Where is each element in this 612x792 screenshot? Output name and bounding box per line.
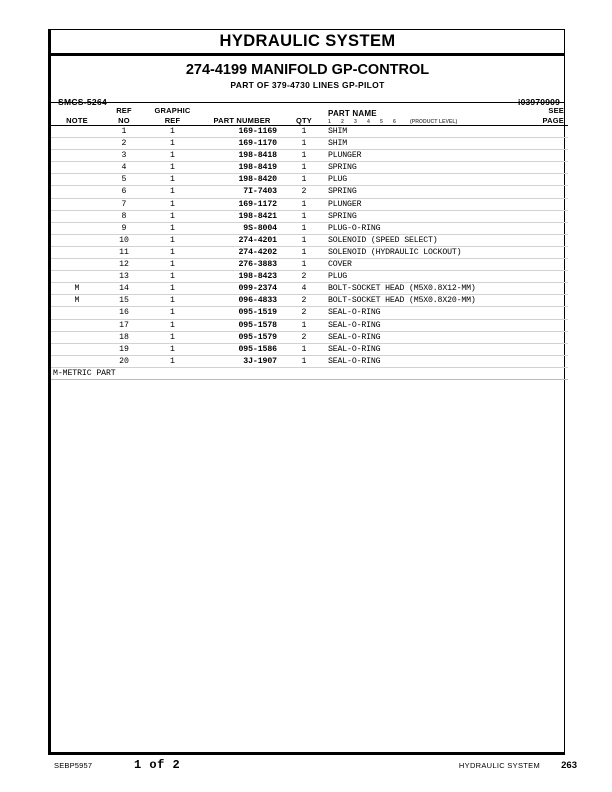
part-row-see-page	[528, 319, 568, 331]
part-row-part-number: 198-8420	[200, 174, 284, 186]
footer-page-number: 263	[561, 760, 577, 771]
part-row-graphic-ref: 1	[145, 138, 200, 150]
footer-page-of: 1 of 2	[134, 758, 181, 772]
part-row-see-page	[528, 271, 568, 283]
part-row-note	[51, 319, 103, 331]
part-row-note	[51, 210, 103, 222]
part-row-ref-no: 4	[103, 162, 145, 174]
part-row-graphic-ref: 1	[145, 126, 200, 138]
part-row-part-name: SHIM	[324, 138, 528, 150]
part-row-qty: 1	[284, 210, 324, 222]
part-row-part-number: 274-4202	[200, 246, 284, 258]
part-row-graphic-ref: 1	[145, 283, 200, 295]
product-level-scale	[328, 119, 528, 125]
product-level-2: 2	[341, 119, 344, 125]
table-row	[51, 126, 568, 138]
parts-table-container	[51, 102, 564, 380]
part-row-part-name: SOLENOID (HYDRAULIC LOCKOUT)	[324, 246, 528, 258]
part-row-qty: 1	[284, 138, 324, 150]
table-row	[51, 174, 568, 186]
table-row	[51, 150, 568, 162]
product-level-5: 5	[380, 119, 383, 125]
part-row-ref-no: 14	[103, 283, 145, 295]
table-row	[51, 210, 568, 222]
part-row-graphic-ref: 1	[145, 210, 200, 222]
part-row-qty: 2	[284, 271, 324, 283]
part-row-part-number: 169-1169	[200, 126, 284, 138]
part-row-see-page	[528, 343, 568, 355]
part-row-ref-no: 20	[103, 355, 145, 367]
part-row-ref-no: 13	[103, 271, 145, 283]
part-row-note: M	[51, 295, 103, 307]
table-row	[51, 307, 568, 319]
part-row-graphic-ref: 1	[145, 271, 200, 283]
table-row	[51, 319, 568, 331]
part-row-note	[51, 198, 103, 210]
column-header-see-page-line1: SEE	[548, 106, 564, 115]
part-row-see-page	[528, 198, 568, 210]
table-row	[51, 259, 568, 271]
part-row-graphic-ref: 1	[145, 355, 200, 367]
part-row-note	[51, 138, 103, 150]
part-row-ref-no: 12	[103, 259, 145, 271]
part-row-note	[51, 331, 103, 343]
table-row	[51, 234, 568, 246]
part-row-part-number: 276-3883	[200, 259, 284, 271]
page-footer	[0, 760, 612, 778]
table-row	[51, 162, 568, 174]
part-row-see-page	[528, 150, 568, 162]
metric-note-text: M-METRIC PART	[51, 367, 568, 379]
column-header-graphic-ref-line1: GRAPHIC	[154, 106, 191, 115]
column-header-part-number-label: PART NUMBER	[213, 115, 271, 125]
part-row-part-number: 3J-1907	[200, 355, 284, 367]
part-row-ref-no: 2	[103, 138, 145, 150]
part-row-part-name: SPRING	[324, 162, 528, 174]
part-row-graphic-ref: 1	[145, 162, 200, 174]
part-row-part-number: 198-8421	[200, 210, 284, 222]
part-row-graphic-ref: 1	[145, 198, 200, 210]
part-row-qty: 1	[284, 355, 324, 367]
part-row-ref-no: 16	[103, 307, 145, 319]
product-level-6: 6	[393, 119, 396, 125]
part-row-part-number: 198-8419	[200, 162, 284, 174]
title-block	[51, 30, 564, 113]
column-header-ref-no	[103, 103, 145, 126]
part-row-note	[51, 259, 103, 271]
part-row-qty: 1	[284, 126, 324, 138]
column-header-graphic-ref	[145, 103, 200, 126]
table-row	[51, 186, 568, 198]
part-row-part-name: SEAL-O-RING	[324, 307, 528, 319]
part-row-qty: 1	[284, 343, 324, 355]
part-row-see-page	[528, 210, 568, 222]
part-row-qty: 1	[284, 198, 324, 210]
part-row-part-name: SEAL-O-RING	[324, 343, 528, 355]
part-row-part-name: SPRING	[324, 186, 528, 198]
column-header-see-page-line2: PAGE	[542, 115, 564, 125]
column-header-note	[51, 103, 103, 126]
part-row-see-page	[528, 331, 568, 343]
part-row-see-page	[528, 283, 568, 295]
part-row-qty: 2	[284, 331, 324, 343]
part-row-qty: 4	[284, 283, 324, 295]
system-title: HYDRAULIC SYSTEM	[51, 30, 564, 56]
part-row-qty: 1	[284, 259, 324, 271]
part-row-graphic-ref: 1	[145, 295, 200, 307]
part-row-graphic-ref: 1	[145, 222, 200, 234]
part-row-ref-no: 5	[103, 174, 145, 186]
part-row-part-number: 198-8418	[200, 150, 284, 162]
part-row-note	[51, 234, 103, 246]
column-header-see-page	[528, 103, 568, 126]
part-row-ref-no: 15	[103, 295, 145, 307]
part-row-part-name: BOLT-SOCKET HEAD (M5X0.8X12-MM)	[324, 283, 528, 295]
part-row-see-page	[528, 234, 568, 246]
part-row-note: M	[51, 283, 103, 295]
part-row-graphic-ref: 1	[145, 246, 200, 258]
part-row-graphic-ref: 1	[145, 150, 200, 162]
column-header-graphic-ref-line2: REF	[164, 115, 181, 125]
column-header-part-number	[200, 103, 284, 126]
column-header-part-name-label: PART NAME	[328, 109, 377, 118]
part-row-note	[51, 246, 103, 258]
table-row	[51, 331, 568, 343]
part-row-see-page	[528, 174, 568, 186]
part-row-qty: 2	[284, 307, 324, 319]
part-row-part-number: 7I-7403	[200, 186, 284, 198]
parts-table-body	[51, 126, 568, 380]
part-row-see-page	[528, 138, 568, 150]
part-row-part-number: 095-1586	[200, 343, 284, 355]
table-row	[51, 355, 568, 367]
table-row	[51, 343, 568, 355]
part-row-part-name: SEAL-O-RING	[324, 331, 528, 343]
part-row-note	[51, 150, 103, 162]
table-row	[51, 271, 568, 283]
part-row-ref-no: 10	[103, 234, 145, 246]
part-row-qty: 1	[284, 150, 324, 162]
part-row-see-page	[528, 295, 568, 307]
part-row-ref-no: 6	[103, 186, 145, 198]
part-row-note	[51, 126, 103, 138]
part-row-part-name: SEAL-O-RING	[324, 355, 528, 367]
part-row-ref-no: 18	[103, 331, 145, 343]
part-row-ref-no: 17	[103, 319, 145, 331]
assembly-subtitle: PART OF 379-4730 LINES GP-PILOT	[230, 80, 385, 90]
part-row-qty: 2	[284, 186, 324, 198]
part-row-note	[51, 222, 103, 234]
table-row	[51, 295, 568, 307]
part-row-note	[51, 307, 103, 319]
part-row-graphic-ref: 1	[145, 319, 200, 331]
part-row-part-name: COVER	[324, 259, 528, 271]
part-row-qty: 1	[284, 174, 324, 186]
part-row-see-page	[528, 307, 568, 319]
table-row	[51, 246, 568, 258]
part-row-note	[51, 174, 103, 186]
part-row-part-number: 095-1519	[200, 307, 284, 319]
part-row-qty: 1	[284, 246, 324, 258]
column-header-ref-no-line1: REF	[116, 106, 132, 115]
product-level-4: 4	[367, 119, 370, 125]
product-level-label: (PRODUCT LEVEL)	[410, 119, 458, 125]
part-row-ref-no: 1	[103, 126, 145, 138]
part-row-see-page	[528, 162, 568, 174]
part-row-ref-no: 11	[103, 246, 145, 258]
part-row-part-name: PLUNGER	[324, 198, 528, 210]
smcs-code: SMCS-5264	[58, 97, 107, 107]
column-header-part-name	[324, 103, 528, 126]
part-row-graphic-ref: 1	[145, 331, 200, 343]
table-row	[51, 283, 568, 295]
part-row-part-number: 9S-8004	[200, 222, 284, 234]
column-header-note-label: NOTE	[66, 115, 88, 125]
product-level-1: 1	[328, 119, 331, 125]
part-row-part-number: 095-1579	[200, 331, 284, 343]
footer-system-name: HYDRAULIC SYSTEM	[458, 761, 540, 770]
table-row	[51, 138, 568, 150]
part-row-part-name: BOLT-SOCKET HEAD (M5X0.8X20-MM)	[324, 295, 528, 307]
parts-table	[51, 103, 568, 380]
column-header-qty	[284, 103, 324, 126]
part-row-graphic-ref: 1	[145, 307, 200, 319]
part-row-graphic-ref: 1	[145, 259, 200, 271]
part-row-note	[51, 355, 103, 367]
part-row-ref-no: 19	[103, 343, 145, 355]
part-row-part-name: PLUG-O-RING	[324, 222, 528, 234]
part-row-graphic-ref: 1	[145, 186, 200, 198]
part-row-see-page	[528, 246, 568, 258]
footer-document-number: SEBP5957	[54, 761, 93, 770]
part-row-ref-no: 9	[103, 222, 145, 234]
part-row-part-number: 169-1170	[200, 138, 284, 150]
part-row-see-page	[528, 259, 568, 271]
part-row-qty: 1	[284, 234, 324, 246]
part-row-see-page	[528, 222, 568, 234]
part-row-graphic-ref: 1	[145, 234, 200, 246]
table-row	[51, 198, 568, 210]
column-header-ref-no-line2: NO	[118, 115, 130, 125]
part-row-qty: 1	[284, 319, 324, 331]
part-row-part-name: PLUNGER	[324, 150, 528, 162]
part-row-part-name: SOLENOID (SPEED SELECT)	[324, 234, 528, 246]
part-row-part-name: SHIM	[324, 126, 528, 138]
part-row-note	[51, 343, 103, 355]
part-row-graphic-ref: 1	[145, 343, 200, 355]
part-row-see-page	[528, 186, 568, 198]
part-row-qty: 1	[284, 162, 324, 174]
part-row-part-number: 095-1578	[200, 319, 284, 331]
part-row-ref-no: 8	[103, 210, 145, 222]
part-row-note	[51, 162, 103, 174]
part-row-part-number: 274-4201	[200, 234, 284, 246]
part-row-ref-no: 7	[103, 198, 145, 210]
part-row-part-name: PLUG	[324, 174, 528, 186]
assembly-title: 274-4199 MANIFOLD GP-CONTROL	[185, 62, 430, 78]
part-row-qty: 1	[284, 222, 324, 234]
part-row-note	[51, 271, 103, 283]
column-header-qty-label: QTY	[295, 115, 313, 125]
part-row-part-name: PLUG	[324, 271, 528, 283]
part-row-part-number: 198-8423	[200, 271, 284, 283]
part-row-qty: 2	[284, 295, 324, 307]
part-row-part-number: 096-4833	[200, 295, 284, 307]
product-level-3: 3	[354, 119, 357, 125]
part-row-see-page	[528, 355, 568, 367]
part-row-ref-no: 3	[103, 150, 145, 162]
document-id: i03970909	[518, 97, 560, 107]
page-frame	[48, 29, 565, 755]
part-row-graphic-ref: 1	[145, 174, 200, 186]
metric-note-row	[51, 367, 568, 379]
part-row-part-number: 099-2374	[200, 283, 284, 295]
part-row-part-number: 169-1172	[200, 198, 284, 210]
part-row-note	[51, 186, 103, 198]
table-row	[51, 222, 568, 234]
part-row-see-page	[528, 126, 568, 138]
part-row-part-name: SEAL-O-RING	[324, 319, 528, 331]
parts-table-header	[51, 103, 568, 126]
part-row-part-name: SPRING	[324, 210, 528, 222]
